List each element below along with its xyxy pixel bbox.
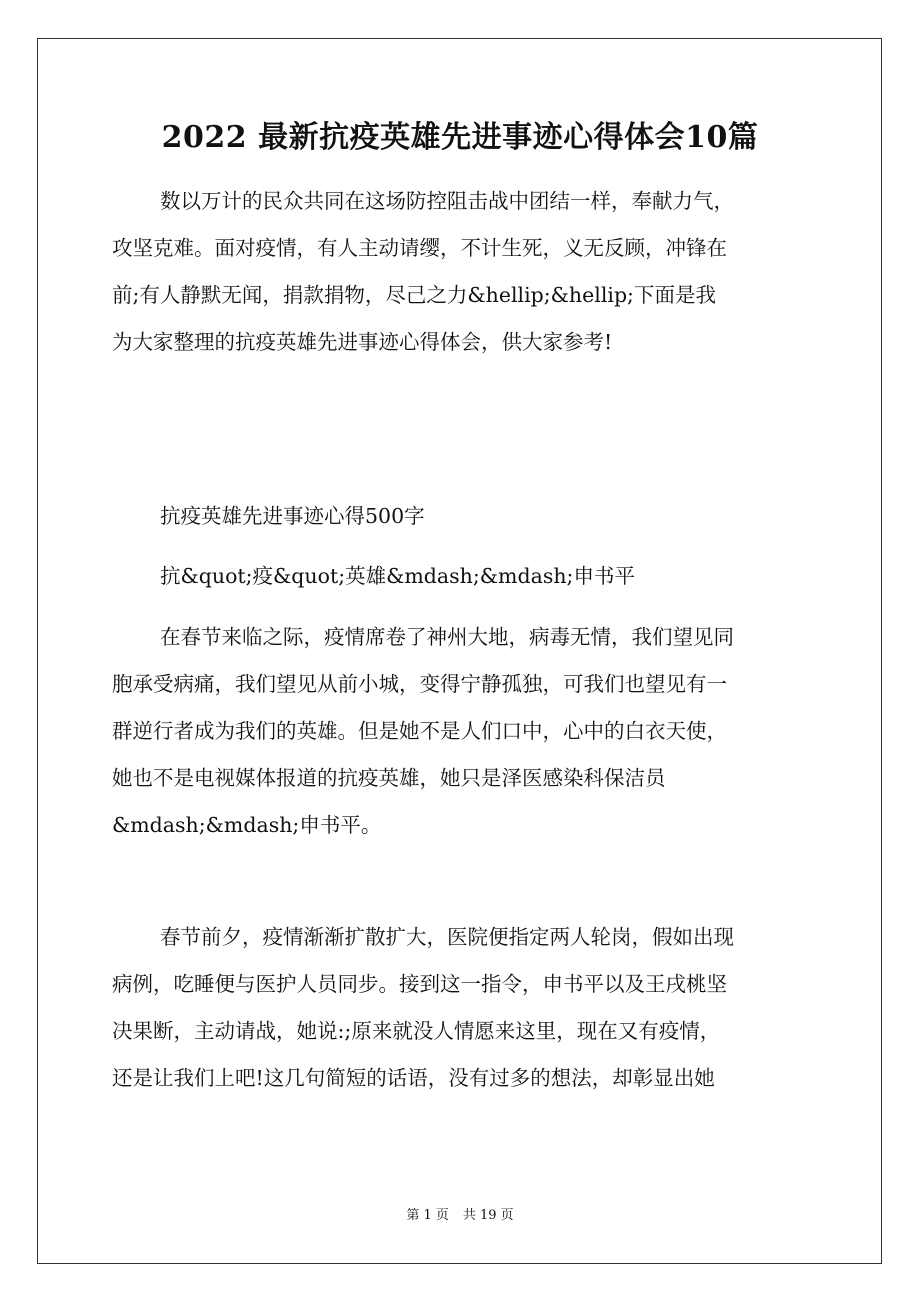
paragraph-line: &mdash;&mdash;申书平。 (112, 813, 382, 837)
document-title: 2022 最新抗疫英雄先进事迹心得体会10篇 (161, 120, 759, 155)
paragraph-line: 春节前夕，疫情渐渐扩散扩大，医院便指定两人轮岗，假如出现 (160, 925, 734, 949)
page-footer (0, 1206, 920, 1226)
intro-paragraph (112, 178, 812, 366)
section-heading-block (112, 493, 812, 540)
section-heading: 抗疫英雄先进事迹心得500字 (160, 504, 425, 528)
paragraph-line: 病例，吃睡便与医护人员同步。接到这一指令，申书平以及王戌桃坚 (112, 972, 727, 996)
subtitle-block (112, 553, 812, 600)
paragraph-1 (112, 614, 812, 849)
paragraph-line: 为大家整理的抗疫英雄先进事迹心得体会，供大家参考! (112, 330, 613, 354)
paragraph-line: 她也不是电视媒体报道的抗疫英雄，她只是泽医感染科保洁员 (112, 766, 666, 790)
page-number: 第 1 页 (406, 1208, 449, 1223)
section-subtitle: 抗&quot;疫&quot;英雄&mdash;&mdash;申书平 (160, 564, 635, 588)
paragraph-line: 胞承受病痛，我们望见从前小城，变得宁静孤独，可我们也望见有一 (112, 672, 727, 696)
paragraph-line: 还是让我们上吧!这几句简短的话语，没有过多的想法，却彰显出她 (112, 1066, 715, 1090)
paragraph-line: 前;有人静默无闻，捐款捐物，尽己之力&hellip;&hellip;下面是我 (112, 283, 716, 307)
paragraph-line: 决果断，主动请战，她说:;原来就没人情愿来这里，现在又有疫情， (112, 1019, 721, 1043)
page-total: 共 19 页 (462, 1208, 514, 1223)
paragraph-line: 数以万计的民众共同在这场防控阻击战中团结一样，奉献力气， (160, 189, 734, 213)
paragraph-line: 在春节来临之际，疫情席卷了神州大地，病毒无情，我们望见同 (160, 625, 734, 649)
paragraph-line: 群逆行者成为我们的英雄。但是她不是人们口中，心中的白衣天使， (112, 719, 727, 743)
paragraph-line: 攻坚克难。面对疫情，有人主动请缨，不计生死，义无反顾，冲锋在 (112, 236, 727, 260)
paragraph-2 (112, 914, 812, 1102)
